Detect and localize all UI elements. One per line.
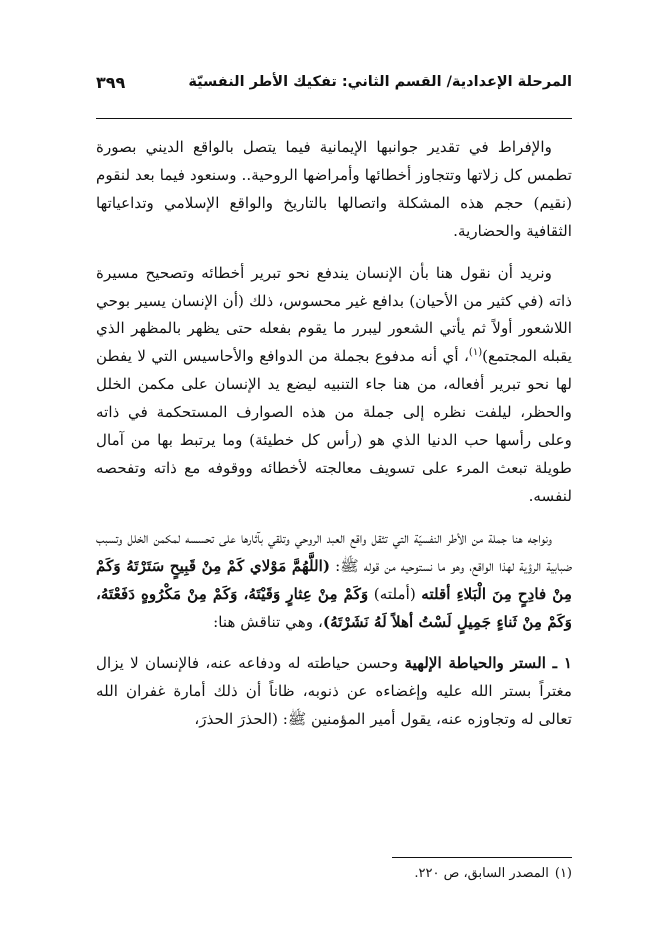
body-text [96,134,572,734]
footnote-divider [392,857,572,858]
paragraph-3 [96,525,572,637]
variant-reading: (أملته) [368,584,422,603]
paragraph-1 [96,134,572,246]
footnote-text: المصدر السابق، ص ٢٢٠. [414,866,549,881]
paragraph-2 [96,260,572,511]
paragraph-3-text-start: ونواجه هنا جملة من الأطر النفسيّة التي تثقل واقع العبد الروحي وتلقي بآثارها على تحسسه لمكمن الخلل وتسبب ضبابية الرؤية لهذا الواقع، وهو ما نستوحيه من قوله ﷺ: [96,528,572,575]
page-number: ٣٩٩ [96,73,126,92]
supplication-quote-part-2: وَكَمْ مِنْ عِثارٍ وَقَيْتَهُ، وَكَمْ مِنْ مَكْرُوهٍ دَفَعْتَهُ، وَكَمْ مِنْ ثَناءٍ جَمِيلٍ لَسْتُ أهلاً لَهُ نَشَرْتَهُ) [96,584,572,631]
footnote-number: (١) [554,866,572,881]
header-divider [96,118,572,119]
running-header [96,68,572,98]
paragraph-4-text: وحسن حياطته له ودفاعه عنه، فالإنسان لا يزال مغتراً بستر الله عليه وإغضاءه عن ذنوبه، ظاناً أن ذلك أمارة غفران الله تعالى له وتجاوزه عنه، يقول أمير المؤمنين ﷺ: (الحذرَ الحذرَ، [96,654,572,729]
paragraph-2-text-end: ، أي أنه مدفوع بجملة من الدوافع والأحاسيس التي لا يفطن لها نحو تبرير أفعاله، من هنا جاء التنبيه ليضع يد الإنسان على مكمن الخلل والحظر، ليلفت نظره إلى جملة من هذه الصوارف المستحكمة في ذاته وعلى رأسها حب الدنيا الذي هو (رأس كل خطيئة) وما يرتبط بها من آمال طويلة تبعث المرء على تسويف معالجته لأخطائه ووقوفه مع ذاته وتفحصه لنفسه. [96,347,572,505]
supplication-quote-part-1: (اللَّهُمَّ مَوْلاي كَمْ مِنْ قَبِيحٍ سَتَرْتَهُ وَكَمْ مِنْ فادِحٍ مِنَ الْبَلاءِ أقلته [96,556,572,603]
paragraph-1-text: والإفراط في تقدير جوانبها الإيمانية فيما يتصل بالواقع الديني بصورة تطمس كل زلاتها وتتجاوز أخطائها وأمراضها الروحية.. وسنعود فيما بعد لنقوم (نقيم) حجم هذه المشكلة واتصالها بالتاريخ والواقع الإسلامي وتداعياتها الثقافية والحضارية. [96,138,572,240]
paragraph-3-text-end: ، وهي تناقش هنا: [213,612,323,631]
paragraph-2-text-start: ونريد أن نقول هنا بأن الإنسان يندفع نحو تبرير أخطائه وتصحيح مسيرة ذاته (في كثير من الأحيان) بدافع غير محسوس، ذلك (أن الإنسان يسير بوحي اللاشعور أولاً ثم يأتي الشعور ليبرر ما يقوم بفعله حتى يظهر بالمظهر الذي يقبله المجتمع) [96,263,572,366]
paragraph-4 [96,650,572,734]
point-heading: ١ ـ الستر والحياطة الإلهية [404,654,572,673]
footnote-reference[interactable]: (١) [468,347,483,359]
header-title: المرحلة الإعدادية/ القسم الثاني: تفكيك الأطر النفسيّة [188,74,572,90]
footnote [96,864,572,884]
